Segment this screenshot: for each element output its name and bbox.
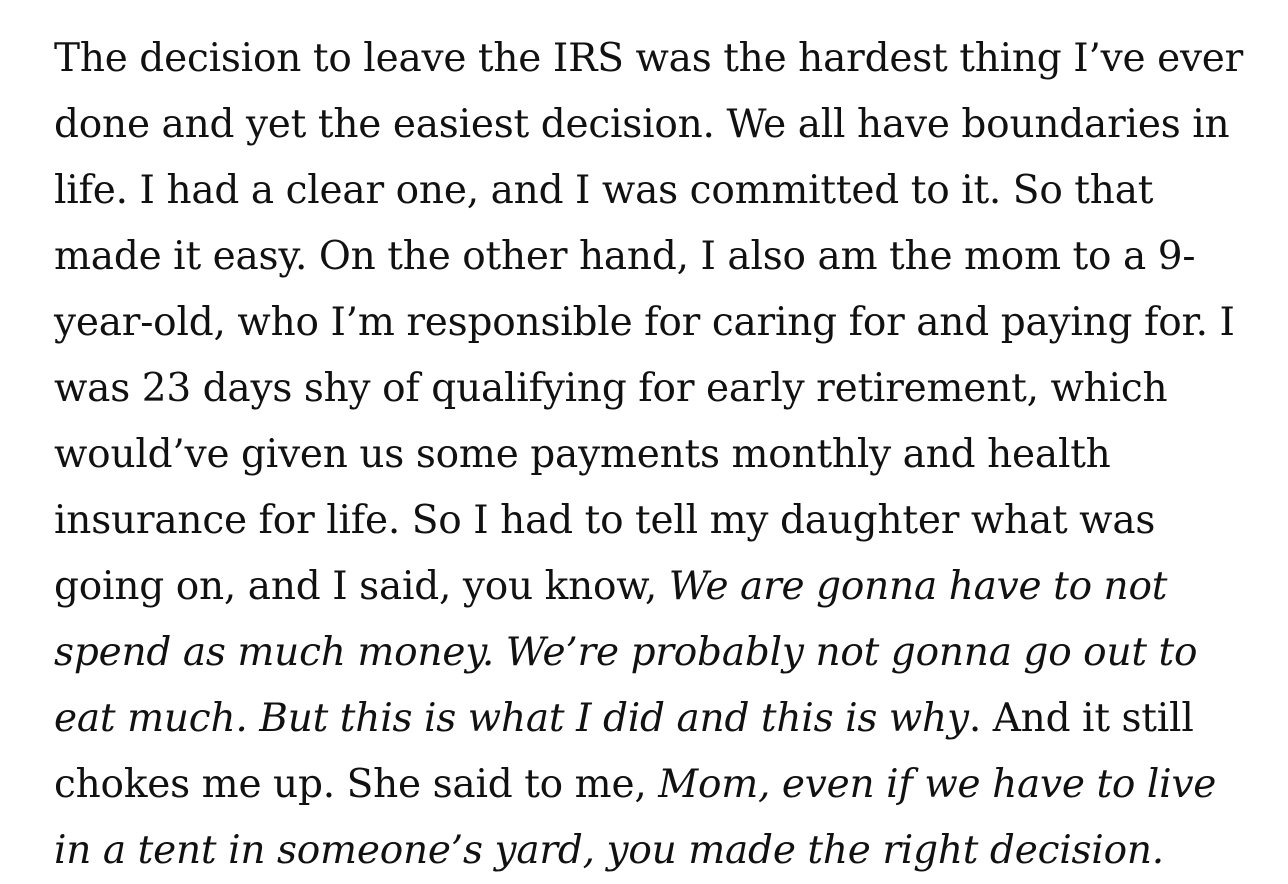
paragraph-quote-segment: We are gonna have to not spend as much money. We’re probably not gonna go out to eat much. But this is what I did and this is why [54,564,1198,741]
paragraph-quote-segment: Mom, even if we have to live in a tent in someone’s yard, you made the right decision. [54,762,1217,873]
article-paragraph [54,26,1249,884]
paragraph-text-segment: . And it still chokes me up. She said to me, [54,696,1194,807]
paragraph-text-segment: The decision to leave the IRS was the hardest thing I’ve ever done and yet the easiest decision. We all have boundaries in life. I had a clear one, and I was committed to it. So that made it easy. On the other hand, I also am the mom to a 9-year-old, who I’m responsible for caring for and paying for. I was 23 days shy of qualifying for early retirement, which would’ve given us some payments monthly and health insurance for life. So I had to tell my daughter what was going on, and I said, you know, [54,36,1244,609]
